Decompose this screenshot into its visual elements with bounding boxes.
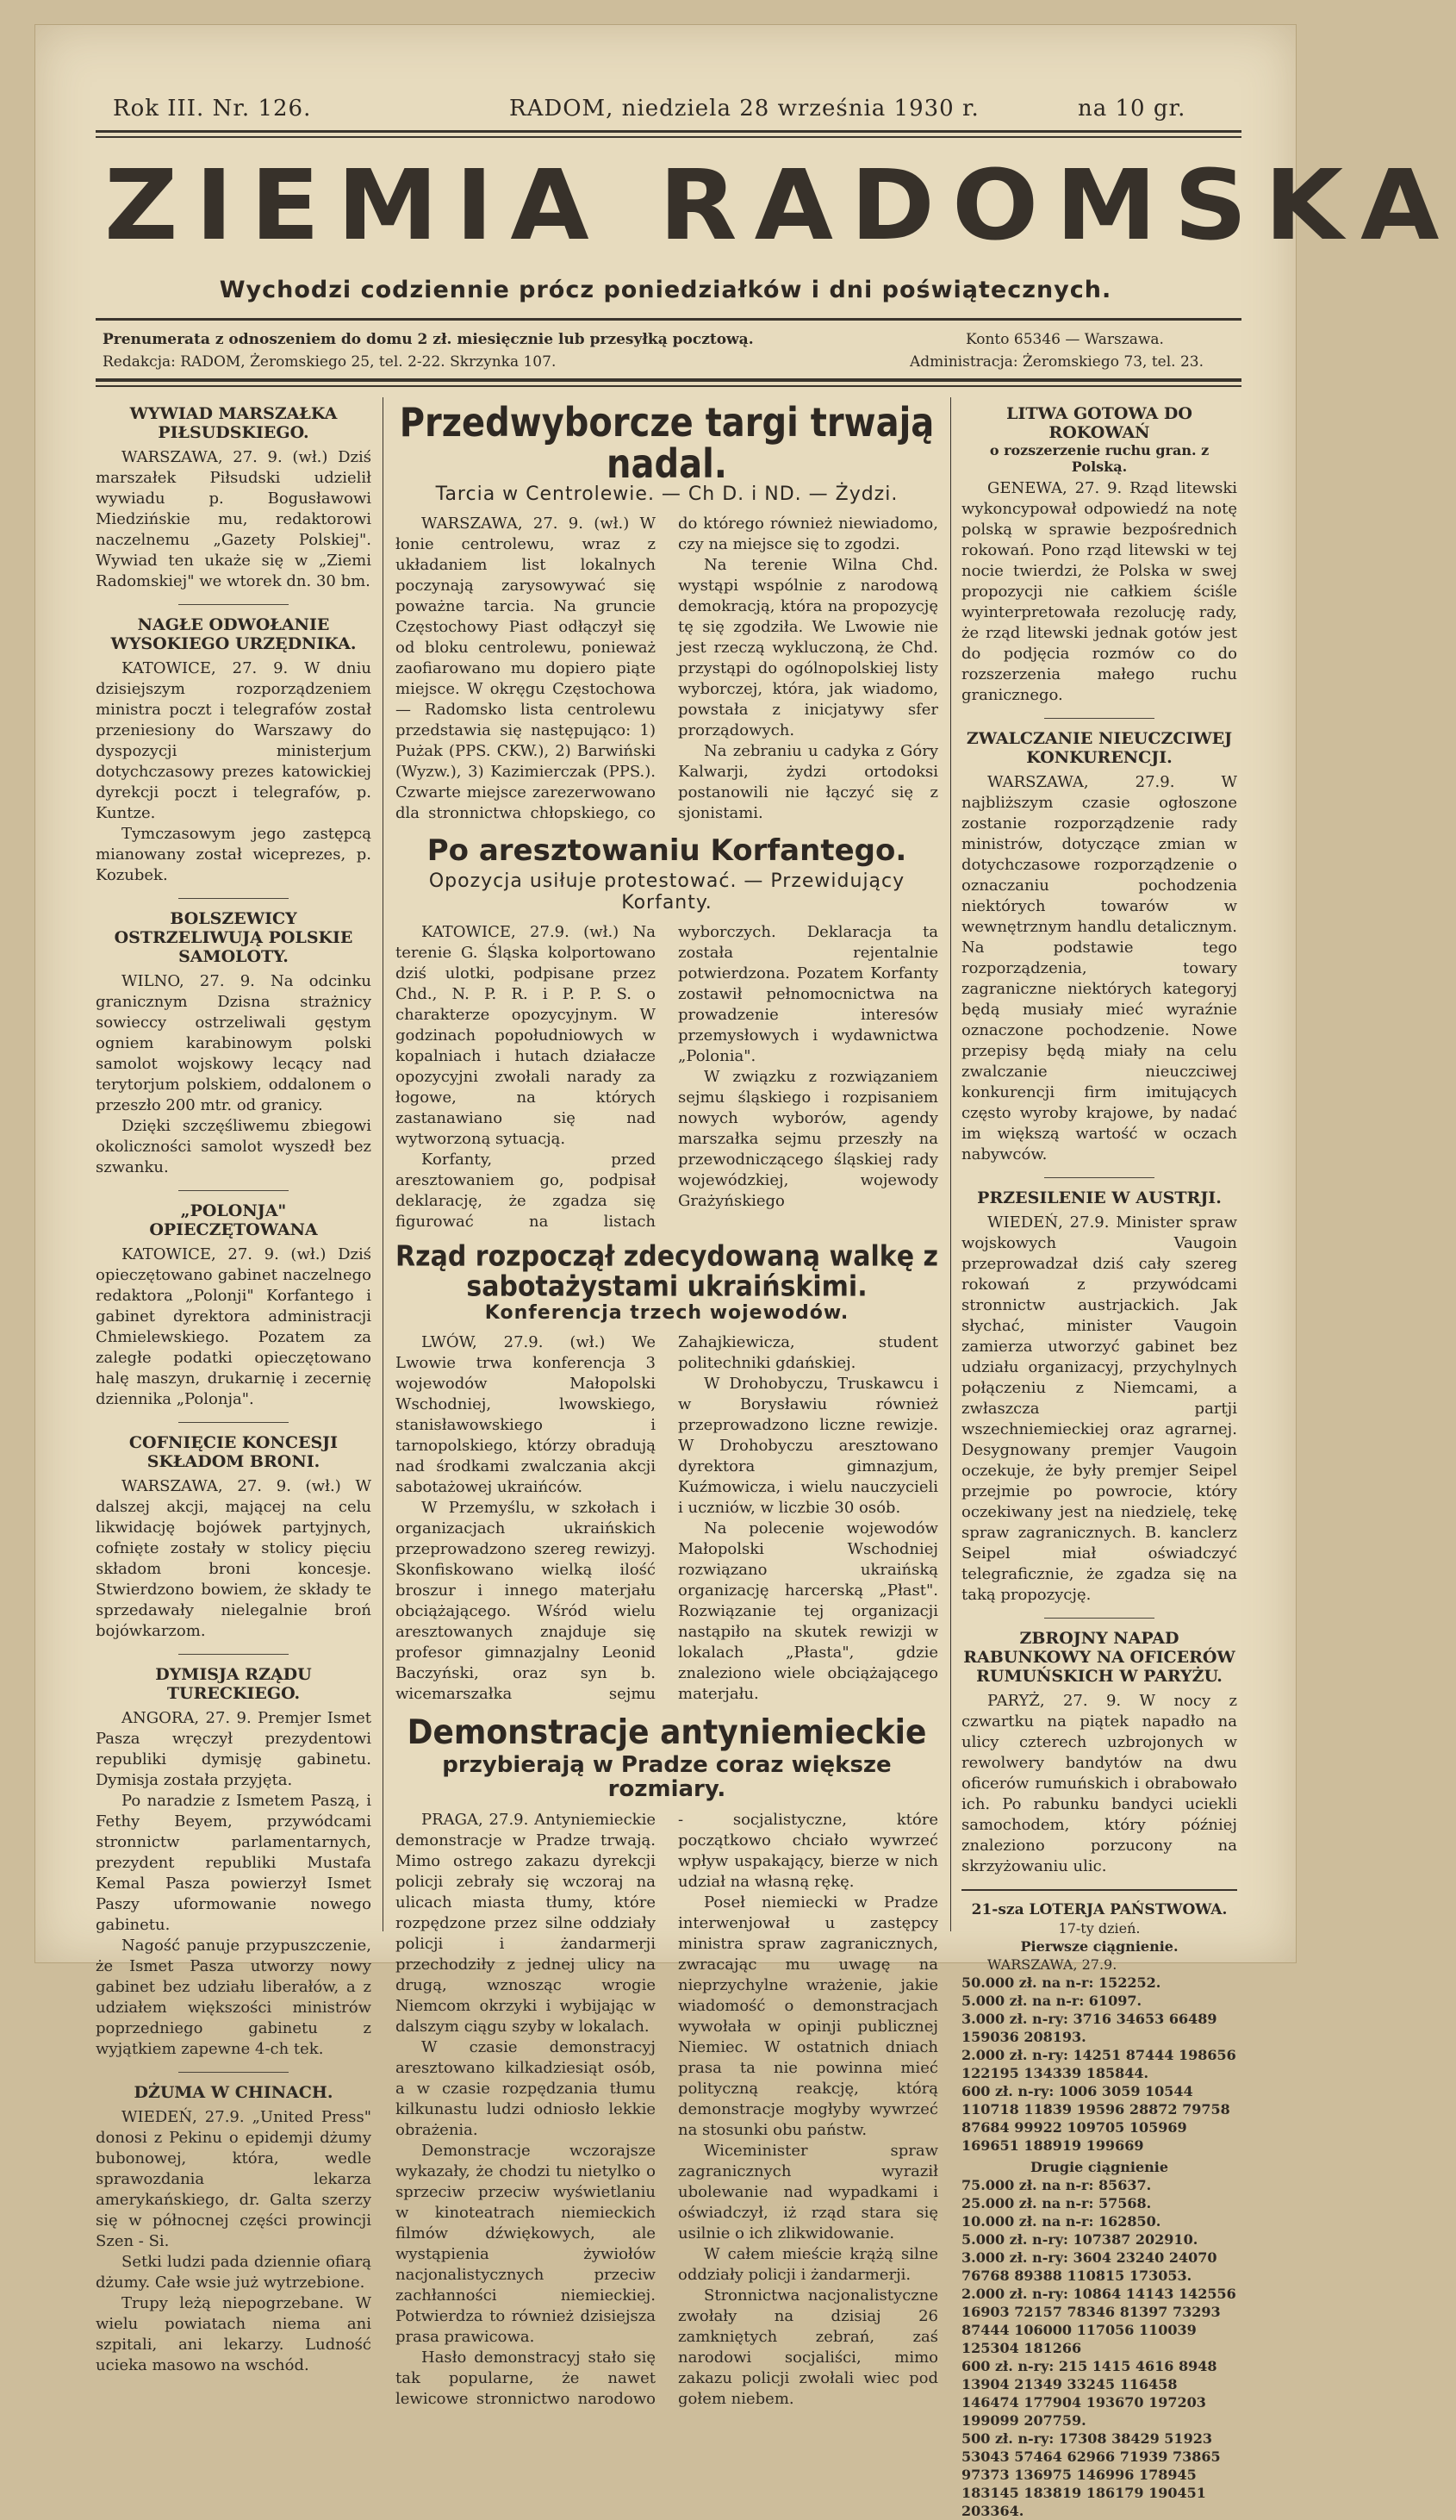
article-headline: NAGŁE ODWOŁANIE WYSOKIEGO URZĘDNIKA. — [110, 615, 357, 653]
lottery-line: 5.000 zł. n-ry: 107387 202910. — [961, 2231, 1198, 2248]
article-plague-china — [96, 2083, 371, 2376]
subtitle-rule — [96, 318, 1241, 321]
article-body: WIEDEŃ, 27.9. Minister spraw wojskowych Vaugoin przeprowadzał dziś cały szereg rokowań z przywódcami stronnictw austrjackich. Jak słychać, minister Vaugoin zamierza utworzyć gabinet bez udziału organizacyj, przychylnych połączeniu z Niemcami, a zwłaszcza partji wszechniemieckiej oraz agrarnej. Desygnowany premjer Vaugoin oczekuje, że były premjer Seipel przejmie po powrocie, który oczekiwany jest na niedzielę, tekę spraw zagranicznych. B. kanclerz Seipel miał oświadczyć telegraficznie, że zgadza się na taką propozycję. — [961, 1213, 1237, 1604]
article-body: W Drohobyczu, Truskawcu i w Borysławiu również przeprowadzono liczne rewizje. W Drohobyczu aresztowano dyrektora gimnazjum, Kuźmowicza, i wielu nauczycieli i uczniów, w liczbie 30 osób. — [678, 1374, 938, 1517]
article-body: Dzięki szczęśliwemu zbiegowi okoliczności samolot wyszedł bez szwanku. — [96, 1117, 371, 1176]
lottery-line: 600 zł. n-ry: 1006 3059 10544 110718 11839 19596 28872 79758 87684 99922 109705 105969 169651 188919 199669 — [961, 2083, 1230, 2154]
administration-office: Administracja: Żeromskiego 73, tel. 23. — [910, 353, 1204, 371]
article-body: Korfanty, przed aresztowaniem go, podpisał deklarację, że zgadza się figurować na listach wyborczych. Deklaracja ta została rejentalnie potwierdzona. Pozatem Korfanty zostawił pełnomocnictwa na prowadzenie interesów przemysłowych i wydawnictwa „Polonia". — [395, 922, 938, 1231]
article-body: PRAGA, 27.9. Antyniemieckie demonstracje w Pradze trwają. Mimo ostrego zakazu dyrekcji policji zebrały się wczoraj na ulicach miasta tłumy, które rozpędzone przez silne oddziały policji i żandarmerji przechodziły z jednej ulicy na drugą, wznosząc wrogie Niemcom okrzyki i wybijając w dalszym ciągu szyby w lokalach. — [395, 1811, 656, 2037]
subscription-info: Prenumerata z odnoszeniem do domu 2 zł. miesięcznie lub przesyłką pocztową. — [103, 331, 754, 348]
issue-number: Rok III. Nr. 126. — [113, 96, 312, 122]
lottery-line: 3.000 zł. n-ry: 3604 23240 24070 76768 89388 110815 173053. — [961, 2249, 1217, 2284]
article-body: Poseł niemiecki w Pradze interwenjował u zastępcy ministra spraw zagranicznych, zwracając mu uwagę na nieprzychylne wrażenie, jakie wiadomość o demonstracjach wywołała w opinji publicznej Niemiec. W ostatnich dniach prasa ta nie powinna mieć polityczną reakcję, którą demonstracje mogłyby wywrzeć na stosunki obu państw. — [678, 1893, 938, 2140]
article-body: Nagość panuje przypuszczenie, że Ismet Pasza utworzy nowy gabinet bez udziału liberałów, a z udziałem większości ministrów poprzedniego gabinetu z wyjątkiem zapewne 4-ch tek. — [96, 1937, 371, 2058]
lottery-results — [961, 1901, 1237, 2520]
divider — [1044, 1177, 1154, 1178]
article-body: KATOWICE, 27. 9. W dniu dzisiejszym rozporządzeniem ministra poczt i telegrafów został przeniesiony do Warszawy do dyspozycji ministerjum dotychczasowy prezes katowickiej dyrekcji poczt i telegrafów, p. Kuntze. — [96, 659, 371, 822]
article-subheadline: Opozycja usiłuje protestować. — Przewidujący Korfanty. — [428, 870, 905, 914]
article-body: Na terenie Wilna Chd. wystąpi wspólnie z narodową demokracją, która na propozycję tę się zgodziła. We Lwowie nie jest rzeczą wykluczoną, że Chd. przystąpi do ogólnopolskiej listy wyborczej, która, jak wiadomo, powstała z inicjatywy sfer prorządowych. — [678, 556, 938, 739]
divider — [178, 1190, 289, 1191]
lottery-title: 21-sza LOTERJA PAŃSTWOWA. — [971, 1901, 1228, 1918]
article-body: Setki ludzi pada dziennie ofiarą dżumy. Całe wsie już wytrzebione. — [96, 2253, 371, 2292]
header-rule-2 — [96, 136, 1241, 138]
article-headline: „POLONJA" OPIECZĘTOWANA — [149, 1201, 318, 1239]
article-bolsheviks-planes — [96, 909, 371, 1178]
article-ukrainian-sabotage — [395, 1239, 938, 1705]
article-lithuania — [961, 404, 1237, 706]
column-rule-right — [950, 397, 951, 1931]
header-rule — [96, 130, 1241, 133]
article-body: Trupy leżą niepogrzebane. W wielu powiatach niema ani szpitali, ani lekarzy. Ludność ucieka masowo na wschód. — [96, 2294, 371, 2374]
article-arms-licences — [96, 1433, 371, 1642]
divider — [1044, 718, 1154, 719]
right-column — [961, 404, 1237, 2519]
lottery-line: 75.000 zł. na n-r: 85637. — [961, 2177, 1152, 2193]
masthead-subtitle: Wychodzi codziennie prócz poniedziałków i dni poświątecznych. — [219, 277, 1112, 303]
lottery-first-draw: Pierwsze ciągnienie. — [1020, 1938, 1179, 1955]
center-column — [395, 400, 938, 2409]
lottery-line: 5.000 zł. na n-r: 61097. — [961, 1993, 1142, 2009]
article-austria-crisis — [961, 1188, 1237, 1606]
article-election-bargaining — [395, 400, 938, 824]
lottery-line: 50.000 zł. na n-r: 152252. — [961, 1974, 1161, 1991]
article-subheadline: Konferencja trzech wojewodów. — [484, 1301, 849, 1324]
left-column — [96, 404, 371, 2374]
article-body: WIEDEŃ, 27.9. „United Press" donosi z Pekinu o epidemji dżumy bubonowej, która, wedle sprawozdania lekarza amerykańskiego, dr. Galta szerzy się w północnej części prowincji Szen - Si. — [96, 2108, 371, 2250]
article-body: WARSZAWA, 27. 9. (wł.) W łonie centrolewu, wraz z układaniem list lokalnych poczynają zarysowywać się poważne tarcia. Na gruncie Częstochowy Piast odłączył się od bloku centrolewu, ponieważ zaofiarowano mu dopiero piąte miejsce. W okręgu Częstochowa — Radomsko lista centrolewu przedstawia się następująco: 1) Pużak (PPS. CKW.), 2) Barwiński (Wyzw.), 3) Kazimierczak (PPS.). Czwarte miejsce zarezerwowano dla stronnictwa chłopskiego, co do którego również niewiadomo, czy na miejsce się to zgodzi. — [395, 515, 938, 822]
place-date: RADOM, niedziela 28 września 1930 r. — [509, 96, 980, 122]
divider — [178, 1654, 289, 1655]
divider — [1044, 1618, 1154, 1619]
article-headline: ZWALCZANIE NIEUCZCIWEJ KONKURENCJI. — [966, 729, 1233, 767]
divider — [961, 1889, 1237, 1891]
article-body: KATOWICE, 27. 9. (wł.) Dziś opieczętowano gabinet naczelnego redaktora „Polonji" Korfantego i gabinet dyrektora administracji Chmielewskiego. Pozatem za zaległe podatki opieczętowano halę maszyn, drukarnię i zecernię dziennika „Polonja". — [96, 1245, 371, 1408]
article-headline: PRZESILENIE W AUSTRJI. — [977, 1188, 1222, 1207]
article-body: PARYŻ, 27. 9. W nocy z czwartku na piątek napadło na ulicy czterech uzbrojonych w rewolwery bandytów na dwu oficerów rumuńskich i obrabowało ich. Po rabunku bandyci uciekli samochodem, który później znaleziono porzucony na skrzyżowaniu ulic. — [961, 1692, 1237, 1875]
editorial-office: Redakcja: RADOM, Żeromskiego 25, tel. 2-22. Skrzynka 107. — [103, 353, 557, 371]
article-body: Demonstracje wczorajsze wykazały, że chodzi tu nietylko o sprzeciw przeciw wyświetlaniu w kinoteatrach niemieckich filmów dźwiękowych, ale wystąpienia żywiołów nacjonalistycznych przeciw zachłanności niemieckiej. Potwierdza to również dzisiejsza prasa prawicowa. — [395, 2142, 656, 2347]
masthead-title: ZIEMIA RADOMSKA — [104, 148, 1456, 262]
newspaper-page — [34, 24, 1456, 2519]
article-body: W związku z rozwiązaniem sejmu śląskiego i rozpisaniem nowych wyborów, agendy marszałka sejmu przeszły na przewodniczącego śląskiej rady wojewódzkiej, wojewody Grażyńskiego — [678, 1067, 938, 1210]
article-headline: DŻUMA W CHINACH. — [134, 2083, 333, 2102]
article-headline: WYWIAD MARSZAŁKA PIŁSUDSKIEGO. — [129, 404, 338, 442]
lottery-city: WARSZAWA, 27.9. — [987, 1956, 1117, 1973]
article-headline: ZBROJNY NAPAD RABUNKOWY NA OFICERÓW RUMUŃSKICH W PARYŻU. — [963, 1629, 1235, 1686]
lottery-day: 17-ty dzień. — [1058, 1920, 1141, 1937]
article-unfair-competition — [961, 729, 1237, 1165]
article-body: LWÓW, 27.9. (wł.) We Lwowie trwa konferencja 3 wojewodów Małopolski Wschodniej, lwowskiego, stanisławowskiego i tarnopolskiego, którzy obradują nad środkami zwalczania akcji sabotażowej ukraińców. — [395, 1332, 656, 1496]
lottery-line: 500 zł. n-ry: 17308 38429 51923 53043 57464 62966 71939 73865 97373 136975 146996 178945 183145 183819 186179 190451 203364. — [961, 2430, 1221, 2519]
article-anti-german-demonstrations — [395, 1712, 938, 2410]
article-body: Tymczasowym jego zastępcą mianowany został wiceprezes, p. Kozubek. — [96, 825, 371, 884]
article-headline: Demonstracje antyniemieckie — [407, 1712, 927, 1752]
article-headline: DYMISJA RZĄDU TURECKIEGO. — [155, 1665, 312, 1703]
lottery-line: 600 zł. n-ry: 215 1415 4616 8948 13904 21349 33245 116458 146474 177904 193670 197203 199099 207759. — [961, 2358, 1217, 2429]
article-body: Po naradzie z Ismetem Paszą, i Fethy Beyem, przywódcami stronnictw parlamentarnych, prezydent republiki Mustafa Kemal Pasza powierzył Ismet Paszy uformowanie nowego gabinetu. — [96, 1792, 371, 1934]
article-headline: COFNIĘCIE KONCESJI SKŁADOM BRONI. — [128, 1433, 339, 1471]
article-headline: LITWA GOTOWA DO ROKOWAŃ — [1006, 404, 1192, 442]
lottery-second-draw: Drugie ciągnienie — [1030, 2159, 1169, 2175]
article-body: WARSZAWA, 27.9. W najbliższym czasie ogłoszone zostanie rozporządzenie rady ministrów, dotyczące zmian w dotychczasowe rozporządzenie o oznaczaniu pochodzenia niektórych towarów w wewnętrznym handlu detalicznym. Na podstawie tego rozporządzenia, towary zagraniczne niektórych kategoryj będą musiały mieć wyraźnie oznaczone pochodzenie. Nowe przepisy będą miały na celu zwalczanie nieuczciwej konkurencji firm imitujących często wyroby krajowe, by nadać im większą wartość w oczach nabywców. — [961, 773, 1237, 1163]
article-polonja-sealed — [96, 1201, 371, 1410]
article-turkish-government — [96, 1665, 371, 2060]
article-body: W Przemyślu, w szkołach i organizacjach ukraińskich przeprowadzono szereg rewizyj. Skonfiskowano wielką ilość broszur i innego materjału obciążającego. Wśród wielu aresztowanych znajduje się profesor gimnazjalny Leonid Baczyński, oraz syn b. wicemarszałka sejmu Zahajkiewicza, student politechniki gdańskiej. — [395, 1332, 938, 1703]
divider — [178, 2072, 289, 2073]
article-body: Wiceminister spraw zagranicznych wyraził ubolewanie nad wypadkami i oświadczył, iż rząd stara się usilnie o ich zlikwidowanie. — [678, 2142, 938, 2243]
article-body: Na zebraniu u cadyka z Góry Kalwarji, żydzi ortodoksi postanowili nie łączyć się z sjonistami. — [678, 742, 938, 822]
lottery-line: 3.000 zł. n-ry: 3716 34653 66489 159036 208193. — [961, 2011, 1217, 2045]
article-official-recall — [96, 615, 371, 886]
lottery-line: 2.000 zł. n-ry: 10864 14143 142556 16903 72157 78346 81397 73293 87444 106000 117056 110039 125304 181266 — [961, 2286, 1236, 2356]
article-body: Hasło demonstracyj stało się tak popularne, że nawet lewicowe stronnictwo narodowo - socjalistyczne, które początkowo chciało wywrzeć wpływ uspakający, bierze w nich udział na własną rękę. — [395, 1811, 938, 2409]
article-body: ANGORA, 27. 9. Premjer Ismet Pasza wręczył prezydentowi republiki dymisję gabinetu. Dymisja została przyjęta. — [96, 1709, 371, 1789]
article-subheadline: Tarcia w Centrolewie. — Ch D. i ND. — Żydzi. — [435, 483, 899, 505]
article-pilsudski-interview — [96, 404, 371, 592]
lottery-line: 25.000 zł. na n-r: 57568. — [961, 2195, 1152, 2211]
bank-account: Konto 65346 — Warszawa. — [966, 331, 1164, 348]
article-body: WARSZAWA, 27. 9. (wł.) W dalszej akcji, mającej na celu likwidację bojówek partyjnych, cofnięte zostały w stolicy pięciu składom broni koncesje. Stwierdzono bowiem, że składy te sprzedawały nielegalnie broń bojówkarzom. — [96, 1477, 371, 1640]
article-body: KATOWICE, 27.9. (wł.) Na terenie G. Śląska kolportowano dziś ulotki, podpisane przez Chd., N. P. R. i P. P. S. o charakterze opozycyjnym. W godzinach popołudniowych w kopalniach i hutach działacze opozycyjni zwołali narady za łogowe, na których zastanawiano się nad wytworzoną sytuacją. — [395, 922, 656, 1148]
price: na 10 gr. — [1078, 96, 1186, 122]
divider — [178, 898, 289, 899]
article-body: GENEWA, 27. 9. Rząd litewski wykoncypował odpowiedź na notę polską w sprawie bezpośrednich rokowań. Pono rząd litewski w tej nocie twierdzi, że Polska w swej propozycji nie całkiem ściśle wyinterpretowała rezolucję rady, że rząd litewski jednak gotów jest do podjęcia rozmów co do rozszerzenia małego ruchu granicznego. — [961, 479, 1237, 704]
article-body: WILNO, 27. 9. Na odcinku granicznym Dzisna strażnicy sowieccy ostrzeliwali gęstym ogniem karabinowym polski samolot wojskowy lecący nad terytorjum polskiem, oddalonem o przeszło 200 mtr. od granicy. — [96, 972, 371, 1114]
article-body: WARSZAWA, 27. 9. (wł.) Dziś marszałek Piłsudski udzielił wywiadu p. Bogusławowi Miedzińskie mu, redaktorowi naczelnemu „Gazety Polskiej". Wywiad ten ukaże się w „Ziemi Radomskiej" we wtorek dn. 30 bm. — [96, 448, 371, 590]
article-body: W czasie demonstracyj aresztowano kilkadziesiąt osób, a w czasie rozpędzania tłumu kilkunastu ludzi odniosło lekkie obrażenia. — [395, 2038, 656, 2140]
article-body: W całem mieście krążą silne oddziały policji i żandarmerji. — [678, 2245, 938, 2285]
article-headline: Rząd rozpoczął zdecydowaną walkę z sabotażystami ukraińskimi. — [395, 1239, 938, 1303]
article-paris-robbery — [961, 1629, 1237, 1877]
divider — [178, 1422, 289, 1423]
article-headline: Po aresztowaniu Korfantego. — [426, 833, 907, 868]
article-subheadline: o rozszerzenie ruchu gran. z Polską. — [989, 442, 1210, 475]
header-bottom-rule — [96, 378, 1241, 382]
lottery-line: 2.000 zł. n-ry: 14251 87444 198656 122195 134339 185844. — [961, 2047, 1236, 2081]
lottery-line: 10.000 zł. na n-r: 162850. — [961, 2213, 1161, 2230]
article-body: Na polecenie wojewodów Małopolski Wschodniej rozwiązano ukraińską organizację harcerską „Płast". Rozwiązanie tej organizacji nastąpiło na skutek rewizji w lokalach „Płasta", gdzie znaleziono wiele obciążającego materjału. — [678, 1519, 938, 1703]
article-headline: BOLSZEWICY OSTRZELIWUJĄ POLSKIE SAMOLOTY. — [114, 909, 353, 966]
article-body: Stronnictwa nacjonalistyczne zwołały na dzisiaj 26 zamkniętych zebrań, zaś narodowi socjaliści, mimo zakazu policji zwołali wiec pod gołem niebem. — [678, 2286, 938, 2409]
divider — [178, 604, 289, 605]
article-headline: Przedwyborcze targi trwają nadal. — [399, 400, 935, 488]
article-korfanty-arrest — [395, 833, 938, 1232]
article-subheadline: przybierają w Pradze coraz większe rozmiary. — [442, 1752, 892, 1802]
header-bottom-rule-2 — [96, 385, 1241, 387]
